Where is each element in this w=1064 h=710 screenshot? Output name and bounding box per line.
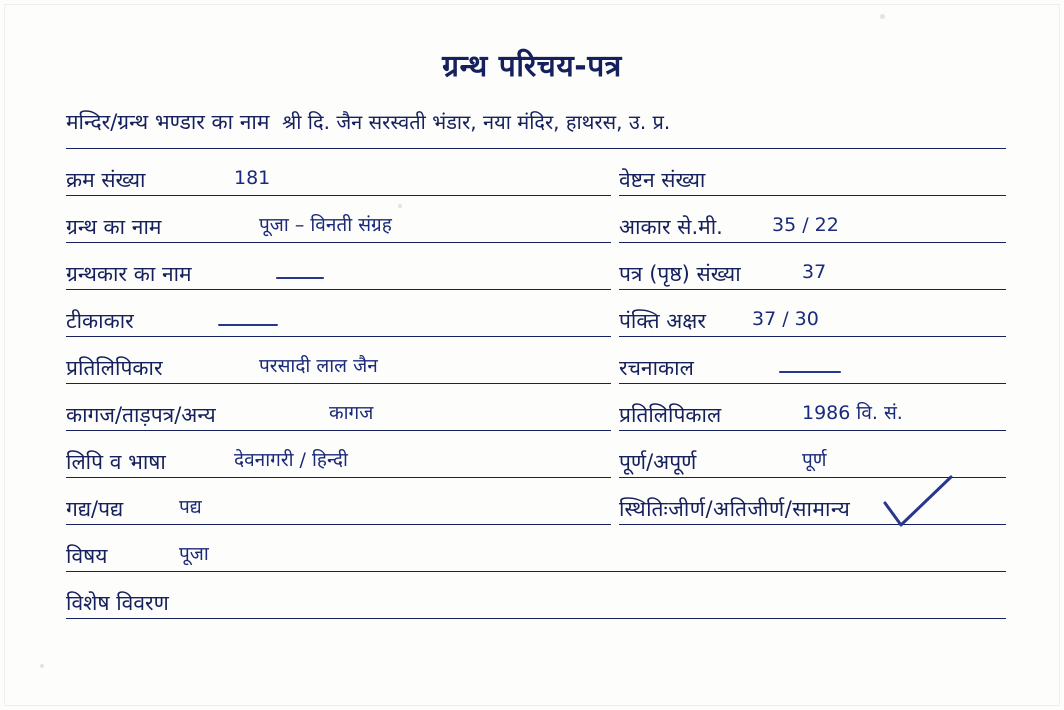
scan-speck [40, 664, 44, 668]
field-value: पद्य [171, 496, 210, 518]
field-label: स्थितिःजीर्ण/अतिजीर्ण/सामान्य [619, 497, 857, 521]
field-krama-sankhya [66, 158, 611, 205]
field-rule [619, 336, 1006, 337]
field-rule [619, 242, 1006, 243]
field-rule [66, 477, 611, 478]
field-tikakar [66, 299, 611, 346]
field-pratilipikar [66, 346, 611, 393]
table-row [66, 346, 1006, 393]
library-name-label: मन्दिर/ग्रन्थ भण्डार का नाम [66, 110, 270, 134]
field-value: 1986 वि. सं. [794, 402, 911, 424]
header-rule [66, 148, 1006, 149]
field-veshtan-sankhya [619, 158, 1006, 205]
field-value: परसादी लाल जैन [251, 355, 386, 377]
pen-stroke [218, 324, 278, 327]
field-label: कागज/ताड़पत्र/अन्य [66, 403, 223, 427]
table-row [66, 205, 1006, 252]
table-row [66, 487, 1006, 534]
scan-speck [880, 14, 885, 19]
pen-stroke [276, 277, 324, 280]
field-pankti-akshar [619, 299, 1006, 346]
field-value: 37 [794, 261, 834, 283]
field-label: विशेष विवरण [66, 591, 176, 615]
field-label: ग्रन्थ का नाम [66, 215, 168, 239]
field-granthkar-ka-naam [66, 252, 611, 299]
fields-grid [66, 158, 1006, 628]
field-label: वेष्टन संख्या [619, 168, 712, 192]
field-rule [619, 289, 1006, 290]
field-rule [619, 524, 1006, 525]
library-name-value: श्री दि. जैन सरस्वती भंडार, नया मंदिर, हाथरस, उ. प्र. [282, 110, 671, 134]
field-gadya-padya [66, 487, 611, 534]
field-label: पंक्ति अक्षर [619, 309, 713, 333]
field-rule [66, 618, 1006, 619]
field-value: पूजा [171, 543, 217, 565]
field-rule [66, 383, 611, 384]
field-value: देवनागरी / हिन्दी [226, 449, 356, 471]
field-granth-ka-naam [66, 205, 611, 252]
table-row [66, 393, 1006, 440]
field-value: 35 / 22 [764, 214, 847, 236]
field-rule [619, 195, 1006, 196]
field-lipi-va-bhasha [66, 440, 611, 487]
field-label: गद्य/पद्य [66, 497, 130, 521]
field-rule [619, 477, 1006, 478]
field-aakar-cm [619, 205, 1006, 252]
field-label: क्रम संख्या [66, 168, 152, 192]
field-rule [66, 195, 611, 196]
field-label: ग्रन्थकार का नाम [66, 262, 199, 286]
field-label: पूर्ण/अपूर्ण [619, 450, 703, 474]
field-rule [66, 524, 611, 525]
field-value: कागज [321, 402, 381, 424]
table-row [66, 534, 1006, 581]
library-name-line [66, 108, 1006, 136]
field-label: विषय [66, 544, 114, 568]
field-label: पत्र (पृष्ठ) संख्या [619, 262, 748, 286]
pen-stroke [779, 371, 841, 374]
field-value: 181 [226, 167, 278, 189]
field-label: आकार से.मी. [619, 215, 730, 239]
field-rachnakal [619, 346, 1006, 393]
field-value: 37 / 30 [744, 308, 827, 330]
field-label: रचनाकाल [619, 356, 701, 380]
table-row [66, 440, 1006, 487]
field-label: प्रतिलिपिकार [66, 356, 170, 380]
field-rule [66, 242, 611, 243]
field-vishay [66, 534, 1006, 581]
table-row [66, 158, 1006, 205]
field-rule [619, 430, 1006, 431]
field-rule [619, 383, 1006, 384]
field-rule [66, 336, 611, 337]
field-kagaz-tadpatra-anya [66, 393, 611, 440]
table-row [66, 299, 1006, 346]
field-value: पूजा – विनती संग्रह [251, 214, 400, 236]
field-rule [66, 571, 1006, 572]
table-row [66, 252, 1006, 299]
field-rule [66, 289, 611, 290]
field-label: लिपि व भाषा [66, 450, 173, 474]
field-purna-apurna [619, 440, 1006, 487]
field-value: पूर्ण [794, 449, 835, 471]
field-label: टीकाकार [66, 309, 141, 333]
field-vishesh-vivaran [66, 581, 1006, 628]
field-label: प्रतिलिपिकाल [619, 403, 728, 427]
field-rule [66, 430, 611, 431]
page-title: ग्रन्थ परिचय-पत्र [442, 49, 622, 84]
field-patra-prishth-sankhya [619, 252, 1006, 299]
table-row [66, 581, 1006, 628]
field-pratilipikal [619, 393, 1006, 440]
field-sthiti [619, 487, 1006, 534]
